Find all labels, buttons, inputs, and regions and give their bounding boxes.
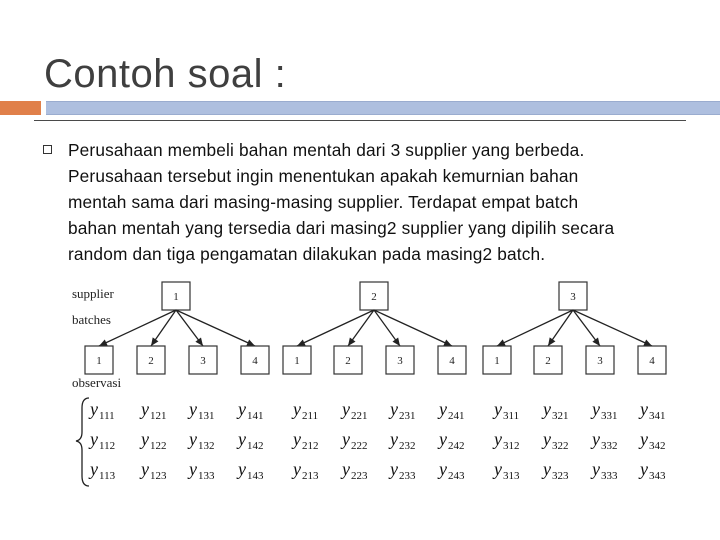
supplier-node-label: 3	[570, 291, 576, 303]
observation-cell: $y_{321}$	[543, 399, 569, 422]
arrowhead	[348, 337, 356, 346]
arrowhead	[592, 338, 600, 347]
observation-cell: $y_{112}$	[90, 429, 116, 452]
arrowhead	[548, 337, 555, 346]
arrowhead	[151, 337, 158, 346]
batches-label: batches	[72, 312, 111, 327]
observation-cell: $y_{232}$	[390, 429, 416, 452]
paragraph-line: Perusahaan membeli bahan mentah dari 3 supplier yang berbeda.	[68, 140, 585, 160]
observation-cell: $y_{133}$	[189, 459, 215, 482]
observation-cell: $y_{211}$	[293, 399, 319, 422]
batch-node-label: 3	[200, 355, 206, 367]
observation-cell: $y_{342}$	[640, 429, 666, 452]
batch-node-label: 1	[494, 355, 500, 367]
paragraph-line: Perusahaan tersebut ingin menentukan apakah kemurnian bahan	[68, 166, 579, 186]
observation-cell: $y_{111}$	[90, 399, 115, 422]
observation-cell: $y_{242}$	[439, 429, 465, 452]
observation-cell: $y_{142}$	[238, 429, 264, 452]
observation-cell: $y_{213}$	[293, 459, 319, 482]
tree-edge	[573, 310, 652, 346]
observation-cell: $y_{132}$	[189, 429, 215, 452]
batch-node-label: 3	[397, 355, 403, 367]
supplier-node-label: 1	[173, 291, 179, 303]
paragraph-line: bahan mentah yang tersedia dari masing2 supplier yang dipilih secara	[68, 218, 615, 238]
batch-node-label: 4	[252, 355, 258, 367]
observation-cell: $y_{212}$	[293, 429, 319, 452]
observation-cell: $y_{312}$	[494, 429, 520, 452]
observation-cell: $y_{141}$	[238, 399, 264, 422]
observation-cell: $y_{332}$	[592, 429, 618, 452]
observation-cell: $y_{323}$	[543, 459, 569, 482]
arrowhead	[195, 338, 203, 347]
tree-edge	[176, 310, 255, 346]
observasi-label: observasi	[72, 375, 122, 390]
batch-node-label: 3	[597, 355, 603, 367]
observation-cell: $y_{333}$	[592, 459, 618, 482]
batch-node-label: 1	[96, 355, 102, 367]
observation-cell: $y_{241}$	[439, 399, 465, 422]
batch-node-label: 2	[545, 355, 551, 367]
batch-node-label: 1	[294, 355, 300, 367]
tree-edge	[497, 310, 573, 346]
observation-cell: $y_{121}$	[141, 399, 167, 422]
batch-node-label: 4	[449, 355, 455, 367]
batch-node-label: 4	[649, 355, 655, 367]
observation-cell: $y_{223}$	[342, 459, 368, 482]
slide-title: Contoh soal :	[44, 52, 287, 96]
observation-cell: $y_{233}$	[390, 459, 416, 482]
paragraph-line: mentah sama dari masing-masing supplier. Terdapat empat batch	[68, 192, 579, 212]
observation-cell: $y_{122}$	[141, 429, 167, 452]
tree-edge	[374, 310, 452, 346]
batch-node-label: 2	[345, 355, 351, 367]
observation-cell: $y_{313}$	[494, 459, 520, 482]
observation-cell: $y_{123}$	[141, 459, 167, 482]
observation-cell: $y_{322}$	[543, 429, 569, 452]
observation-brace	[76, 398, 89, 486]
observation-cell: $y_{131}$	[189, 399, 215, 422]
observation-cell: $y_{231}$	[390, 399, 416, 422]
observation-cell: $y_{311}$	[494, 399, 520, 422]
arrowhead	[392, 337, 400, 346]
supplier-node-label: 2	[371, 291, 377, 303]
observation-cell: $y_{343}$	[640, 459, 666, 482]
supplier-label: supplier	[72, 286, 114, 301]
batch-node-label: 2	[148, 355, 154, 367]
observation-cell: $y_{221}$	[342, 399, 368, 422]
paragraph-line: random dan tiga pengamatan dilakukan pada masing2 batch.	[68, 244, 546, 264]
observation-cell: $y_{341}$	[640, 399, 666, 422]
observation-cell: $y_{243}$	[439, 459, 465, 482]
tree-edge	[297, 310, 374, 346]
observation-cell: $y_{222}$	[342, 429, 368, 452]
observation-cell: $y_{143}$	[238, 459, 264, 482]
observation-cell: $y_{331}$	[592, 399, 618, 422]
observation-cell: $y_{113}$	[90, 459, 116, 482]
